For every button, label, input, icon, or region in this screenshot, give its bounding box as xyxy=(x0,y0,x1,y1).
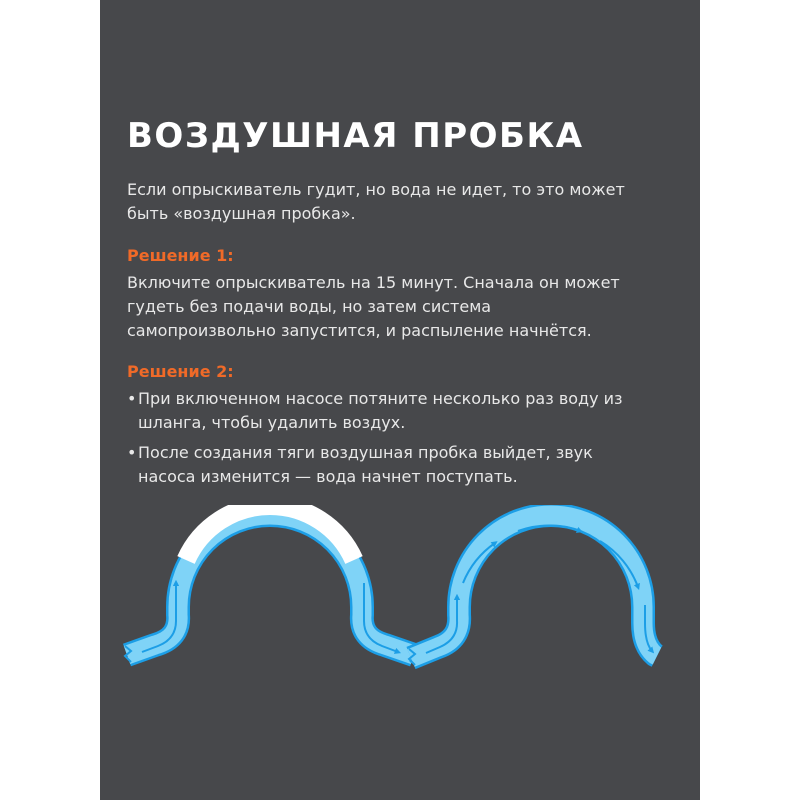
intro-text: Если опрыскиватель гудит, но вода не идет, то это может быть «воздушная пробка». xyxy=(127,180,625,223)
solution-1-heading: Решение 1: xyxy=(127,246,234,265)
pipes-illustration xyxy=(100,505,700,695)
info-card xyxy=(100,0,700,800)
page-title: ВОЗДУШНАЯ ПРОБКА xyxy=(127,116,584,156)
list-item: • При включенном насосе потяните несколько раз воду из шланга, чтобы удалить воздух. xyxy=(127,387,627,435)
solution-1-text: Включите опрыскиватель на 15 минут. Сначала он может гудеть без подачи воды, но затем система самопроизвольно запустится, и распыление начнётся. xyxy=(127,273,620,340)
solution-2-list xyxy=(127,387,627,495)
solution-2-heading: Решение 2: xyxy=(127,362,234,381)
list-item: • После создания тяги воздушная пробка выйдет, звук насоса изменится — вода начнет поступать. xyxy=(127,441,627,489)
air-lock-pipe-icon xyxy=(125,506,416,662)
water-flowing-pipe-icon xyxy=(409,515,669,665)
